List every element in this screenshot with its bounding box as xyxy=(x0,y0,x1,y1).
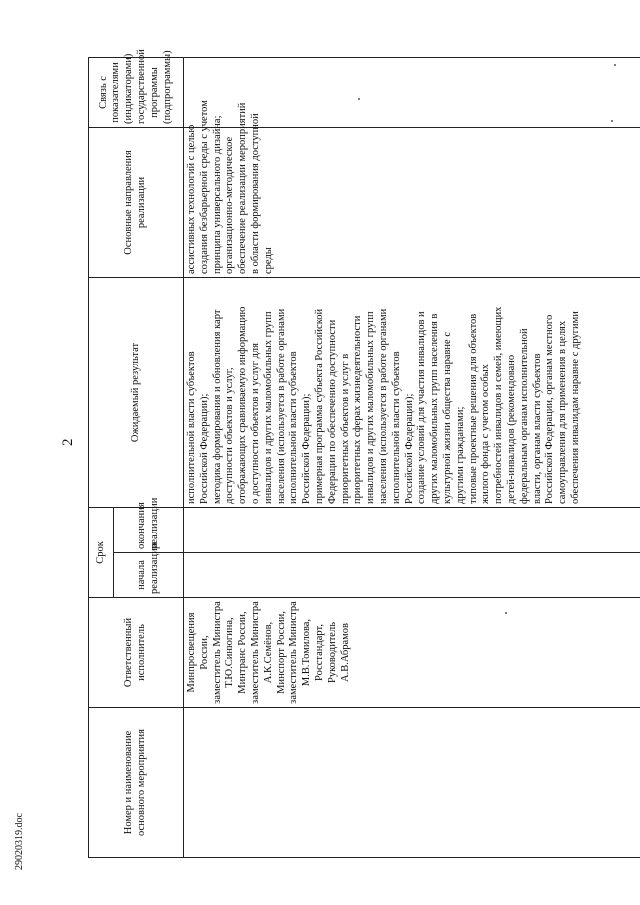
direction-line: в области формирования доступной xyxy=(249,113,261,274)
header-term-end: окончания реализации xyxy=(114,507,184,552)
direction-line: принципа универсального дизайна; xyxy=(211,115,223,274)
result-line: Российской Федерации); xyxy=(198,393,210,504)
cell-result xyxy=(184,277,640,507)
direction-line: создания безбарьерной среды с учетом xyxy=(198,100,210,274)
result-line: Российской Федерации); xyxy=(301,393,313,504)
result-line: населения (используется в работе органами xyxy=(377,308,389,504)
executor-line: заместитель Министра xyxy=(211,601,223,704)
result-line: культурной жизни общества наравне с xyxy=(441,332,453,504)
rotated-table-page xyxy=(88,49,628,858)
result-line: Российской Федерации, органам местного xyxy=(544,314,556,504)
result-line: власти, органам власти субъектов xyxy=(531,353,543,504)
scan-speck xyxy=(614,64,616,66)
result-line: создание условий для участия инвалидов и xyxy=(416,311,428,504)
result-line: Российской Федерации); xyxy=(403,393,415,504)
direction-line: обеспечение реализации мероприятий xyxy=(237,102,249,274)
result-line: приоритетных объектов и услуг в xyxy=(339,353,351,504)
executor-line: России, xyxy=(198,635,210,670)
result-line: типовые проектные решения для объектов xyxy=(467,313,479,504)
executor-line: Росстандарт, xyxy=(313,624,325,681)
table-row xyxy=(184,57,640,857)
executor-line: Минспорт России, xyxy=(275,611,287,694)
executor-line: А.В.Абрамов xyxy=(339,623,351,682)
result-line: обеспечения инвалидам наравне с другими xyxy=(569,311,581,504)
executor-line: Минпросвещения xyxy=(186,612,197,693)
result-line: исполнительной власти субъектов xyxy=(288,351,300,504)
result-line: федеральным органам исполнительной xyxy=(518,328,530,504)
cell-number-name xyxy=(184,708,640,858)
result-line: примерная программа субъекта Российской xyxy=(313,308,325,504)
direction-line: ассистивных технологий с целью xyxy=(186,124,197,274)
cell-directions xyxy=(184,100,640,277)
result-line: исполнительной власти субъектов xyxy=(186,351,197,504)
result-line: детей-инвалидов (рекомендовано xyxy=(505,354,517,504)
result-line: жилого фонда с учетом особых xyxy=(480,364,492,504)
header-number-name: Номер и наименование основного мероприятия xyxy=(89,708,184,858)
scan-speck xyxy=(358,98,360,100)
executor-line: заместитель Министра xyxy=(249,601,261,704)
header-executor: Ответственный исполнитель xyxy=(89,598,184,708)
page-number: 2 xyxy=(60,438,76,446)
header-term: Срок xyxy=(89,507,114,597)
result-line: потребностей инвалидов и семей, имеющих xyxy=(493,306,505,504)
result-line: населения (используется в работе органами xyxy=(275,308,287,504)
executor-line: А.К.Семёнов, xyxy=(262,621,274,684)
scan-speck xyxy=(505,612,507,614)
result-line: доступности объектов и услуг, xyxy=(224,367,236,504)
executor-line: Т.Ю.Синюгина, xyxy=(224,617,236,688)
result-line: инвалидов и других маломобильных групп xyxy=(365,311,377,504)
result-line: отображающих сравниваемую информацию xyxy=(237,306,249,504)
result-line: другими гражданами; xyxy=(454,406,466,504)
direction-line: организационно-методическое xyxy=(224,136,236,274)
result-line: других маломобильных групп населения в xyxy=(429,313,441,504)
direction-line: среды xyxy=(262,247,274,274)
file-name: 29020319.doc xyxy=(14,813,25,870)
result-line: методика формирования и обновления карт xyxy=(211,309,223,504)
cell-term-end xyxy=(184,507,640,552)
cell-term-start xyxy=(184,553,640,598)
result-line: Федерации по обеспечению доступности xyxy=(326,319,338,504)
result-line: инвалидов и других маломобильных групп xyxy=(262,311,274,504)
result-line: приоритетных сферах жизнедеятельности xyxy=(352,315,364,504)
measures-table xyxy=(88,49,640,858)
executor-line: М.В.Томилова, xyxy=(301,618,313,687)
result-line: о доступности объектов и услуг для xyxy=(249,342,261,504)
result-line: исполнительной власти субъектов xyxy=(390,351,402,504)
executor-line: Минтранс России, xyxy=(237,611,249,694)
cell-executor xyxy=(184,598,640,708)
result-line: самоуправления для применения в целях xyxy=(557,320,569,504)
header-directions: Основные направления реализации xyxy=(89,127,184,277)
header-result: Ожидаемый результат xyxy=(89,277,184,507)
header-term-start: начала реализации xyxy=(114,553,184,598)
executor-line: Руководитель xyxy=(326,622,338,683)
scan-speck xyxy=(611,120,613,122)
executor-line: заместитель Министра xyxy=(288,601,300,704)
header-link: Связь с показателями (индикаторами) государственной программы (подпрограммы) xyxy=(89,57,184,127)
